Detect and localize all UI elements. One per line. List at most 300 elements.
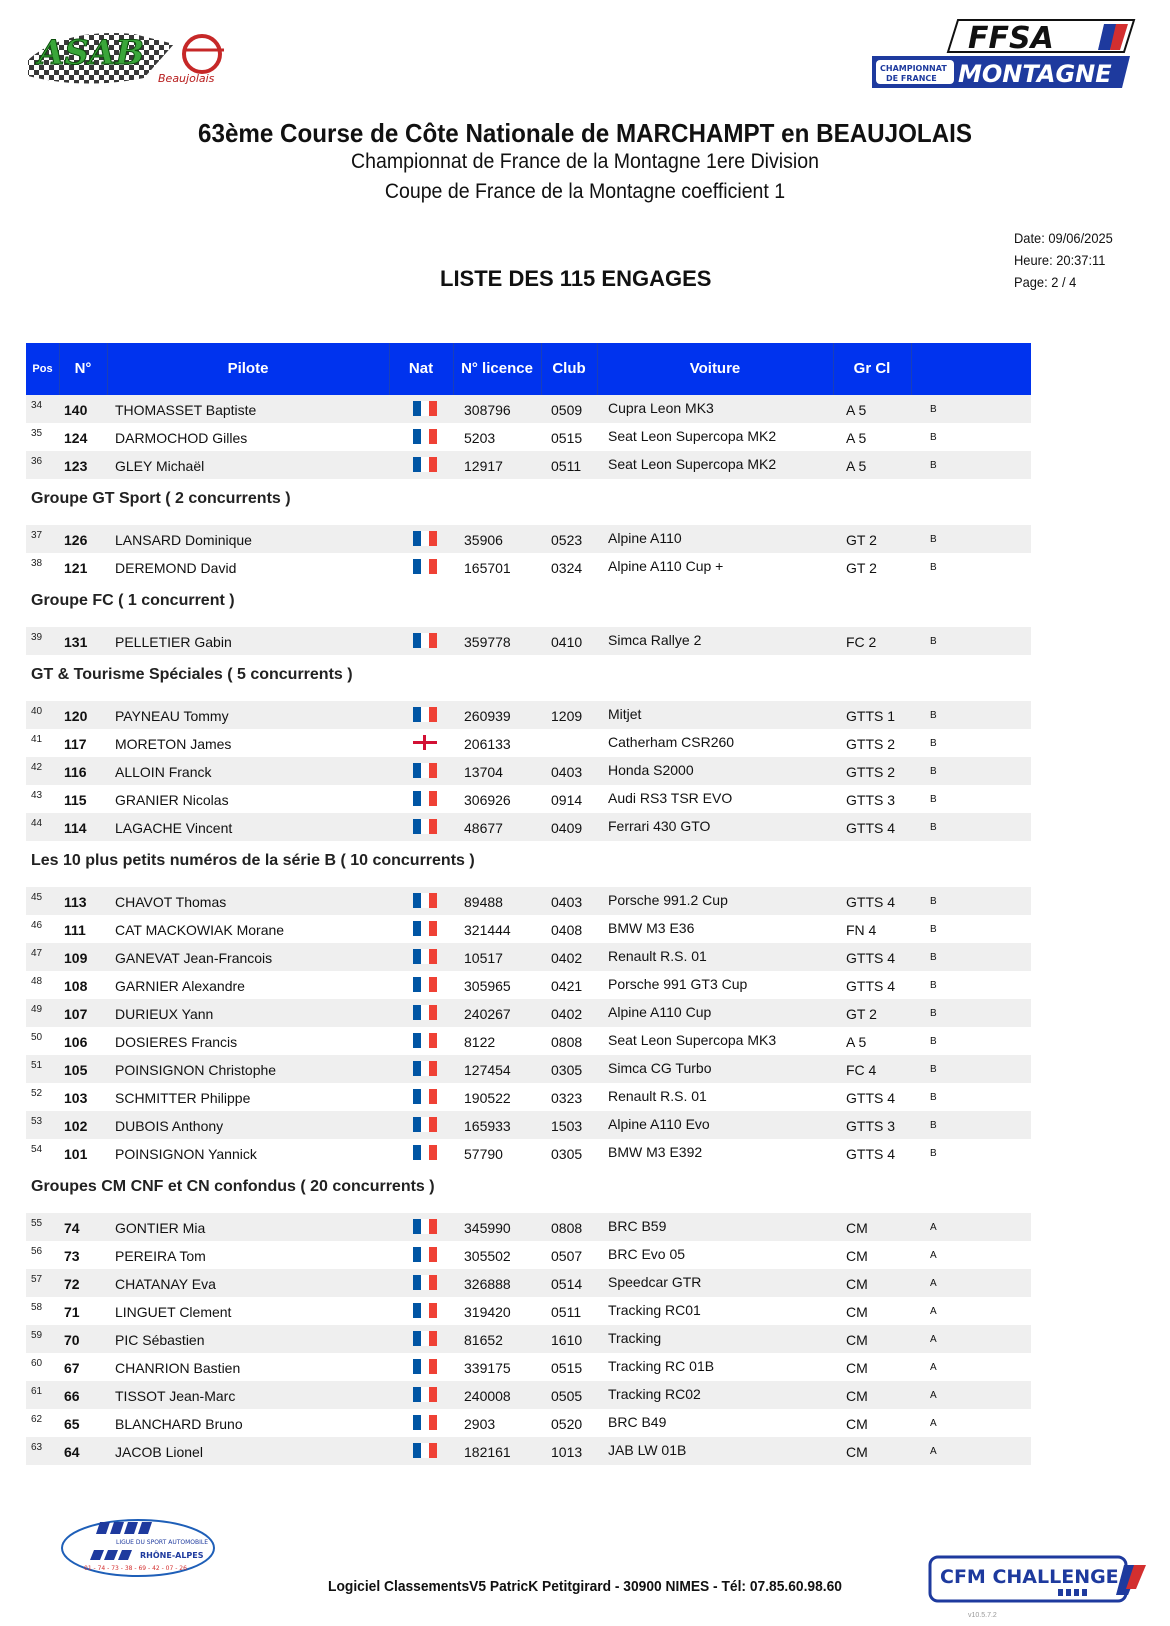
licence-cell: 12917 [464,458,503,474]
france-flag-icon [413,819,437,834]
class-cell: B [930,562,937,573]
voiture-cell: Alpine A110 [608,530,682,546]
table-row [26,757,1031,785]
number-cell: 73 [64,1248,80,1264]
voiture-cell: Audi RS3 TSR EVO [608,790,733,806]
licence-cell: 48677 [464,820,503,836]
grcl-cell: GT 2 [846,532,877,548]
pos-cell: 38 [31,558,43,569]
asab-logo [24,20,250,92]
voiture-cell: Speedcar GTR [608,1274,702,1290]
table-row [26,1055,1031,1083]
voiture-cell: JAB LW 01B [608,1442,687,1458]
france-flag-icon [413,707,437,722]
pilote-cell: CHATANAY Eva [115,1276,216,1292]
svg-text:Beaujolais: Beaujolais [158,72,215,85]
france-flag-icon [413,1145,437,1160]
grcl-cell: CM [846,1388,868,1404]
class-cell: B [930,636,937,647]
voiture-cell: BRC B49 [608,1414,667,1430]
col-header-class [911,343,1031,395]
grcl-cell: GTTS 4 [846,820,896,836]
class-cell: B [930,896,937,907]
club-cell: 0914 [551,792,583,808]
club-cell: 0808 [551,1034,583,1050]
class-cell: B [930,1036,937,1047]
pilote-cell: LANSARD Dominique [115,532,252,548]
club-cell: 0509 [551,402,583,418]
england-flag-icon [413,735,437,750]
licence-cell: 308796 [464,402,511,418]
class-cell: A [930,1334,937,1345]
club-cell: 0324 [551,560,583,576]
france-flag-icon [413,921,437,936]
table-row [26,1139,1031,1167]
pos-cell: 56 [31,1246,43,1257]
licence-cell: 305502 [464,1248,511,1264]
number-cell: 107 [64,1006,88,1022]
version-label: v10.5.7.2 [968,1612,997,1619]
grcl-cell: A 5 [846,1034,867,1050]
table-body [26,395,1031,1465]
svg-text:RHÔNE-ALPES: RHÔNE-ALPES [140,1551,204,1560]
voiture-cell: Catherham CSR260 [608,734,735,750]
grcl-cell: GTTS 4 [846,950,896,966]
number-cell: 113 [64,894,87,910]
club-cell: 0409 [551,820,583,836]
pos-cell: 57 [31,1274,43,1285]
voiture-cell: Tracking RC 01B [608,1358,715,1374]
pilote-cell: GLEY Michaël [115,458,205,474]
pos-cell: 63 [31,1442,43,1453]
voiture-cell: Renault R.S. 01 [608,948,707,964]
licence-cell: 306926 [464,792,511,808]
pos-cell: 44 [31,818,43,829]
licence-cell: 260939 [464,708,511,724]
pilote-cell: DARMOCHOD Gilles [115,430,248,446]
licence-cell: 182161 [464,1444,511,1460]
licence-cell: 206133 [464,736,511,752]
club-cell: 0305 [551,1062,583,1078]
pos-cell: 48 [31,976,43,987]
pos-cell: 54 [31,1144,43,1155]
club-cell: 1013 [551,1444,583,1460]
france-flag-icon [413,1387,437,1402]
grcl-cell: A 5 [846,458,867,474]
licence-cell: 359778 [464,634,511,650]
voiture-cell: Porsche 991.2 Cup [608,892,728,908]
france-flag-icon [413,1117,437,1132]
france-flag-icon [413,429,437,444]
pilote-cell: ALLOIN Franck [115,764,212,780]
pos-cell: 51 [31,1060,43,1071]
class-cell: B [930,710,937,721]
grcl-cell: GTTS 4 [846,894,896,910]
pos-cell: 37 [31,530,43,541]
svg-text:ASAB: ASAB [38,33,145,73]
pilote-cell: TISSOT Jean-Marc [115,1388,236,1404]
class-cell: A [930,1362,937,1373]
pilote-cell: POINSIGNON Yannick [115,1146,257,1162]
france-flag-icon [413,1089,437,1104]
number-cell: 116 [64,764,87,780]
class-cell: B [930,1008,937,1019]
club-cell: 0305 [551,1146,583,1162]
class-cell: B [930,952,937,963]
class-cell: A [930,1306,937,1317]
class-cell: A [930,1278,937,1289]
table-row [26,1437,1031,1465]
svg-text:CHAMPIONNAT: CHAMPIONNAT [880,64,947,73]
licence-cell: 240267 [464,1006,511,1022]
france-flag-icon [413,633,437,648]
france-flag-icon [413,1061,437,1076]
cfm-challenge-logo [928,1555,1148,1607]
grcl-cell: GT 2 [846,1006,877,1022]
club-cell: 0515 [551,1360,583,1376]
svg-text:MONTAGNE: MONTAGNE [958,60,1112,88]
table-row [26,1353,1031,1381]
voiture-cell: Porsche 991 GT3 Cup [608,976,748,992]
club-cell: 0402 [551,1006,583,1022]
number-cell: 117 [64,736,87,752]
grcl-cell: CM [846,1220,868,1236]
voiture-cell: Cupra Leon MK3 [608,400,714,416]
class-cell: B [930,1064,937,1075]
class-cell: B [930,766,937,777]
class-cell: B [930,1120,937,1131]
pilote-cell: DURIEUX Yann [115,1006,214,1022]
licence-cell: 5203 [464,430,496,446]
class-cell: B [930,924,937,935]
pilote-cell: LINGUET Clement [115,1304,232,1320]
class-cell: A [930,1222,937,1233]
table-row [26,785,1031,813]
grcl-cell: CM [846,1276,868,1292]
france-flag-icon [413,977,437,992]
voiture-cell: BRC Evo 05 [608,1246,686,1262]
table-header [26,343,1031,395]
grcl-cell: CM [846,1304,868,1320]
col-header-grcl: Gr Cl [833,343,912,395]
grcl-cell: GTTS 2 [846,764,896,780]
document-time: Heure: 20:37:11 [1014,252,1106,268]
table-row [26,813,1031,841]
group-header: Groupe FC ( 1 concurrent ) [31,592,235,609]
club-cell: 0511 [551,1304,582,1320]
table-row [26,915,1031,943]
pos-cell: 53 [31,1116,43,1127]
class-cell: B [930,460,937,471]
club-cell: 0514 [551,1276,583,1292]
number-cell: 65 [64,1416,80,1432]
document-date: Date: 09/06/2025 [1014,230,1113,246]
voiture-cell: Tracking [608,1330,662,1346]
svg-text:LIGUE DU SPORT AUTOMOBILE: LIGUE DU SPORT AUTOMOBILE [116,1539,209,1546]
club-cell: 0402 [551,950,583,966]
number-cell: 109 [64,950,88,966]
col-header-nat: Nat [389,343,454,395]
pos-cell: 47 [31,948,43,959]
voiture-cell: Tracking RC02 [608,1386,701,1402]
table-row [26,887,1031,915]
france-flag-icon [413,1359,437,1374]
voiture-cell: Tracking RC01 [608,1302,701,1318]
table-row [26,395,1031,423]
group-header: Groupes CM CNF et CN confondus ( 20 concurrents ) [31,1178,435,1195]
grcl-cell: GTTS 1 [846,708,896,724]
voiture-cell: Honda S2000 [608,762,694,778]
class-cell: B [930,822,937,833]
pos-cell: 40 [31,706,43,717]
licence-cell: 319420 [464,1304,511,1320]
number-cell: 72 [64,1276,80,1292]
club-cell: 0323 [551,1090,583,1106]
pilote-cell: BLANCHARD Bruno [115,1416,243,1432]
grcl-cell: A 5 [846,430,867,446]
pos-cell: 34 [31,400,43,411]
pilote-cell: GANEVAT Jean-Francois [115,950,273,966]
club-cell: 0408 [551,922,583,938]
class-cell: B [930,794,937,805]
voiture-cell: Mitjet [608,706,642,722]
pos-cell: 35 [31,428,43,439]
licence-cell: 89488 [464,894,503,910]
col-header-pilote: Pilote [107,343,390,395]
ligue-rhone-alpes-logo [60,1514,230,1580]
group-header: GT & Tourisme Spéciales ( 5 concurrents ) [31,666,353,683]
voiture-cell: Seat Leon Supercopa MK2 [608,428,777,444]
pilote-cell: CHANRION Bastien [115,1360,241,1376]
pilote-cell: GARNIER Alexandre [115,978,245,994]
club-cell: 0520 [551,1416,583,1432]
class-cell: B [930,738,937,749]
number-cell: 115 [64,792,87,808]
pos-cell: 41 [31,734,43,745]
page-number: Page: 2 / 4 [1014,274,1077,290]
grcl-cell: GTTS 4 [846,1090,896,1106]
club-cell: 0403 [551,894,583,910]
number-cell: 66 [64,1388,80,1404]
club-cell: 0505 [551,1388,583,1404]
pos-cell: 61 [31,1386,43,1397]
licence-cell: 339175 [464,1360,511,1376]
voiture-cell: Ferrari 430 GTO [608,818,711,834]
svg-text:01 - 74 - 73 - 38 - 69 - 42 -: 01 - 74 - 73 - 38 - 69 - 42 - 07 - 26 [84,1565,187,1572]
col-header-licence: N° licence [453,343,542,395]
class-cell: B [930,432,937,443]
pilote-cell: CAT MACKOWIAK Morane [115,922,285,938]
svg-text:FFSA: FFSA [968,21,1054,56]
class-cell: B [930,1148,937,1159]
licence-cell: 35906 [464,532,503,548]
table-row [26,627,1031,655]
licence-cell: 57790 [464,1146,503,1162]
svg-text:CFM CHALLENGE: CFM CHALLENGE [940,1566,1119,1588]
club-cell: 0507 [551,1248,583,1264]
pilote-cell: DUBOIS Anthony [115,1118,224,1134]
grcl-cell: GTTS 2 [846,736,896,752]
club-cell: 0421 [551,978,583,994]
licence-cell: 13704 [464,764,503,780]
pos-cell: 62 [31,1414,43,1425]
licence-cell: 10517 [464,950,503,966]
pos-cell: 59 [31,1330,43,1341]
pos-cell: 45 [31,892,43,903]
france-flag-icon [413,949,437,964]
club-cell: 0511 [551,458,582,474]
pilote-cell: LAGACHE Vincent [115,820,233,836]
table-row [26,553,1031,581]
number-cell: 74 [64,1220,80,1236]
france-flag-icon [413,457,437,472]
pos-cell: 52 [31,1088,43,1099]
number-cell: 121 [64,560,88,576]
table-row [26,1325,1031,1353]
pos-cell: 60 [31,1358,43,1369]
table-row [26,971,1031,999]
table-row [26,1213,1031,1241]
number-cell: 70 [64,1332,80,1348]
table-row [26,729,1031,757]
pos-cell: 55 [31,1218,43,1229]
licence-cell: 165701 [464,560,511,576]
pilote-cell: THOMASSET Baptiste [115,402,257,418]
table-row [26,1409,1031,1437]
licence-cell: 345990 [464,1220,511,1236]
voiture-cell: BRC B59 [608,1218,667,1234]
club-cell: 0808 [551,1220,583,1236]
licence-cell: 326888 [464,1276,511,1292]
col-header-voiture: Voiture [597,343,834,395]
number-cell: 111 [64,922,86,938]
grcl-cell: CM [846,1444,868,1460]
voiture-cell: Alpine A110 Evo [608,1116,710,1132]
grcl-cell: GTTS 3 [846,1118,896,1134]
france-flag-icon [413,893,437,908]
table-row [26,423,1031,451]
france-flag-icon [413,401,437,416]
grcl-cell: GTTS 4 [846,1146,896,1162]
col-header-num: N° [59,343,108,395]
voiture-cell: Alpine A110 Cup [608,1004,712,1020]
number-cell: 124 [64,430,88,446]
table-row [26,943,1031,971]
number-cell: 103 [64,1090,88,1106]
grcl-cell: CM [846,1360,868,1376]
group-header: Les 10 plus petits numéros de la série B ( 10 concurrents ) [31,852,475,869]
table-row [26,1381,1031,1409]
voiture-cell: Renault R.S. 01 [608,1088,707,1104]
number-cell: 71 [64,1304,80,1320]
club-cell: 0515 [551,430,583,446]
france-flag-icon [413,531,437,546]
pilote-cell: JACOB Lionel [115,1444,203,1460]
france-flag-icon [413,763,437,778]
number-cell: 64 [64,1444,80,1460]
france-flag-icon [413,1275,437,1290]
club-cell: 1503 [551,1118,583,1134]
pos-cell: 46 [31,920,43,931]
class-cell: B [930,404,937,415]
table-row [26,1111,1031,1139]
ffsa-montagne-logo [872,16,1142,94]
france-flag-icon [413,1005,437,1020]
voiture-cell: Seat Leon Supercopa MK2 [608,456,777,472]
club-cell: 0410 [551,634,583,650]
france-flag-icon [413,791,437,806]
table-row [26,999,1031,1027]
number-cell: 120 [64,708,88,724]
voiture-cell: BMW M3 E392 [608,1144,703,1160]
table-row [26,1297,1031,1325]
table-row [26,701,1031,729]
licence-cell: 240008 [464,1388,511,1404]
grcl-cell: CM [846,1416,868,1432]
france-flag-icon [413,1415,437,1430]
grcl-cell: CM [846,1332,868,1348]
licence-cell: 321444 [464,922,511,938]
france-flag-icon [413,1033,437,1048]
pilote-cell: PIC Sébastien [115,1332,205,1348]
france-flag-icon [413,1219,437,1234]
pilote-cell: MORETON James [115,736,232,752]
footer-software-credit: Logiciel ClassementsV5 PatricK Petitgirard - 30900 NIMES - Tél: 07.85.60.98.60 [328,1578,842,1595]
pilote-cell: POINSIGNON Christophe [115,1062,277,1078]
voiture-cell: Simca Rallye 2 [608,632,702,648]
pilote-cell: PAYNEAU Tommy [115,708,229,724]
pilote-cell: GRANIER Nicolas [115,792,229,808]
class-cell: B [930,1092,937,1103]
voiture-cell: Simca CG Turbo [608,1060,712,1076]
number-cell: 140 [64,402,88,418]
table-row [26,451,1031,479]
page-subtitle-2: Coupe de France de la Montagne coefficient 1 [384,180,786,203]
pilote-cell: DEREMOND David [115,560,237,576]
grcl-cell: CM [846,1248,868,1264]
number-cell: 101 [64,1146,88,1162]
pos-cell: 39 [31,632,43,643]
col-header-pos: Pos [26,343,60,395]
club-cell: 0403 [551,764,583,780]
pos-cell: 42 [31,762,43,773]
licence-cell: 81652 [464,1332,503,1348]
grcl-cell: GTTS 3 [846,792,896,808]
table-row [26,525,1031,553]
club-cell: 1610 [551,1332,583,1348]
col-header-club: Club [541,343,598,395]
number-cell: 123 [64,458,88,474]
licence-cell: 8122 [464,1034,496,1050]
group-header: Groupe GT Sport ( 2 concurrents ) [31,490,291,507]
pilote-cell: SCHMITTER Philippe [115,1090,251,1106]
list-title: LISTE DES 115 ENGAGES [440,266,712,291]
number-cell: 102 [64,1118,88,1134]
pos-cell: 50 [31,1032,43,1043]
voiture-cell: BMW M3 E36 [608,920,695,936]
class-cell: A [930,1446,937,1457]
class-cell: B [930,534,937,545]
page-subtitle-1: Championnat de France de la Montagne 1ere Division [351,150,819,173]
pilote-cell: PELLETIER Gabin [115,634,232,650]
grcl-cell: A 5 [846,402,867,418]
table-row [26,1027,1031,1055]
svg-text:DE FRANCE: DE FRANCE [886,74,937,83]
grcl-cell: FC 2 [846,634,877,650]
class-cell: A [930,1418,937,1429]
number-cell: 105 [64,1062,88,1078]
grcl-cell: FC 4 [846,1062,877,1078]
